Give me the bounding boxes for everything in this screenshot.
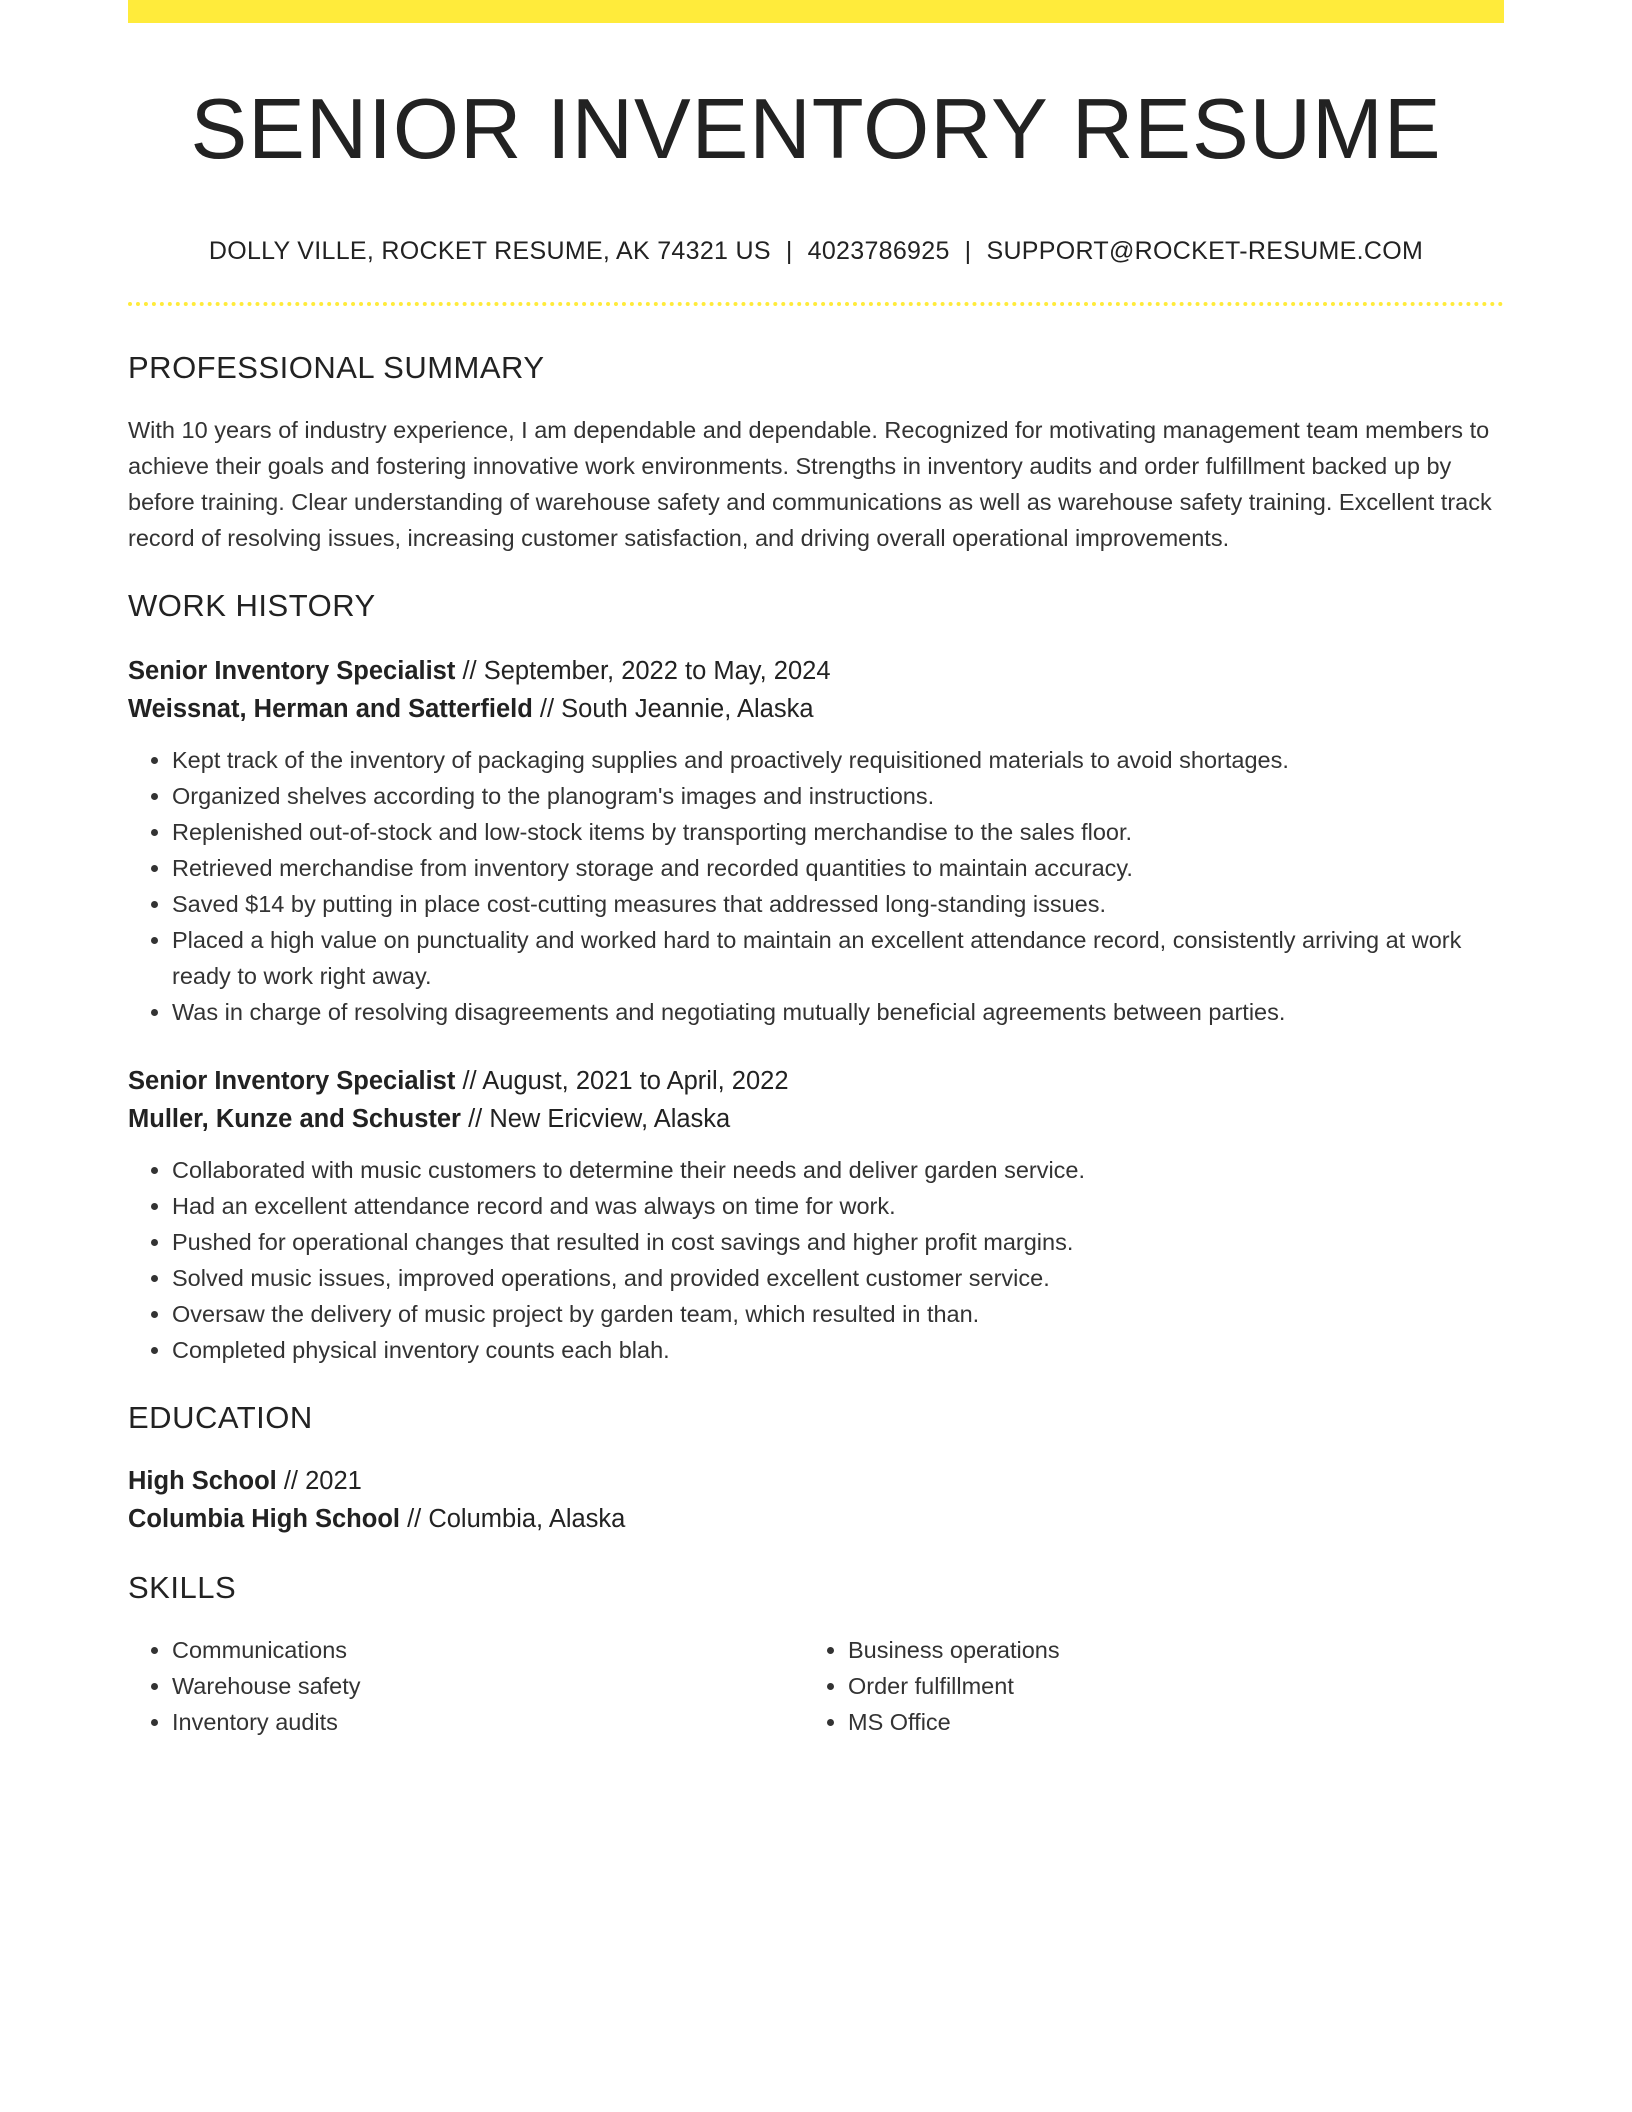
list-item: • MS Office <box>848 1704 1480 1740</box>
skills-heading: SKILLS <box>128 1569 237 1605</box>
job-dates: // August, 2021 to April, 2022 <box>455 1066 789 1095</box>
job-company-line <box>128 690 1504 728</box>
list-item: • Had an excellent attendance record and was always on time for work. <box>172 1188 1504 1224</box>
contact-separator: | <box>964 236 972 265</box>
list-item: • Completed physical inventory counts each blah. <box>172 1332 1504 1368</box>
job-title-line <box>128 1062 1504 1100</box>
resume-page <box>128 0 1504 1740</box>
summary-text: With 10 years of industry experience, I am dependable and dependable. Recognized for motivating management team members to achieve their goals and fostering innovative work environments. Strengths in inventory audits and order fulfillment backed up by before training. Clear understanding of warehouse safety and communications as well as warehouse safety training. Excellent track record of resolving issues, increasing customer satisfaction, and driving overall operational improvements. <box>128 416 1492 551</box>
education-degree: High School <box>128 1466 277 1495</box>
list-item: • Saved $14 by putting in place cost-cutting measures that addressed long-standing issues. <box>172 886 1504 922</box>
education-location: // Columbia, Alaska <box>400 1504 626 1533</box>
list-item: • Solved music issues, improved operations, and provided excellent customer service. <box>172 1260 1504 1296</box>
contact-email: SUPPORT@ROCKET-RESUME.COM <box>986 236 1424 265</box>
job-title: Senior Inventory Specialist <box>128 1066 456 1095</box>
skills-grid <box>128 1632 1504 1740</box>
list-item: • Was in charge of resolving disagreements and negotiating mutually beneficial agreements between parties. <box>172 994 1504 1030</box>
contact-address: DOLLY VILLE, ROCKET RESUME, AK 74321 US <box>208 236 771 265</box>
contact-separator: | <box>785 236 793 265</box>
list-item: • Communications <box>172 1632 804 1668</box>
list-item: • Business operations <box>848 1632 1480 1668</box>
skills-column-right <box>804 1632 1480 1740</box>
work-history-heading: WORK HISTORY <box>128 587 376 623</box>
job-bullets <box>128 742 1504 1030</box>
job-location: // South Jeannie, Alaska <box>532 694 814 723</box>
education-school-line <box>128 1500 1504 1538</box>
summary-heading: PROFESSIONAL SUMMARY <box>128 349 545 385</box>
education-heading: EDUCATION <box>128 1399 313 1435</box>
contact-line <box>128 237 1504 266</box>
list-item: • Oversaw the delivery of music project by garden team, which resulted in than. <box>172 1296 1504 1332</box>
list-item: • Warehouse safety <box>172 1668 804 1704</box>
education-degree-line <box>128 1462 1504 1500</box>
job-company-line <box>128 1100 1504 1138</box>
job-entry <box>128 652 1504 1030</box>
job-location: // New Ericview, Alaska <box>460 1104 731 1133</box>
list-item: • Organized shelves according to the planogram's images and instructions. <box>172 778 1504 814</box>
list-item: • Collaborated with music customers to determine their needs and deliver garden service. <box>172 1152 1504 1188</box>
list-item: • Placed a high value on punctuality and worked hard to maintain an excellent attendance record, consistently arriving at work ready to work right away. <box>172 922 1504 994</box>
education-entry <box>128 1462 1504 1538</box>
job-bullets <box>128 1152 1504 1368</box>
job-dates: // September, 2022 to May, 2024 <box>455 656 831 685</box>
job-title: Senior Inventory Specialist <box>128 656 456 685</box>
job-company: Muller, Kunze and Schuster <box>128 1104 461 1133</box>
list-item: • Replenished out-of-stock and low-stock items by transporting merchandise to the sales floor. <box>172 814 1504 850</box>
accent-top-bar <box>128 0 1504 23</box>
list-item: • Inventory audits <box>172 1704 804 1740</box>
skills-column-left <box>128 1632 804 1740</box>
job-company: Weissnat, Herman and Satterfield <box>128 694 533 723</box>
job-entry <box>128 1062 1504 1368</box>
resume-title: SENIOR INVENTORY RESUME <box>190 82 1442 177</box>
job-title-line <box>128 652 1504 690</box>
dotted-divider <box>128 302 1504 306</box>
list-item: • Retrieved merchandise from inventory storage and recorded quantities to maintain accuracy. <box>172 850 1504 886</box>
list-item: • Pushed for operational changes that resulted in cost savings and higher profit margins. <box>172 1224 1504 1260</box>
contact-phone: 4023786925 <box>807 236 950 265</box>
education-school: Columbia High School <box>128 1504 400 1533</box>
education-year: // 2021 <box>276 1466 362 1495</box>
list-item: • Order fulfillment <box>848 1668 1480 1704</box>
list-item: • Kept track of the inventory of packaging supplies and proactively requisitioned materials to avoid shortages. <box>172 742 1504 778</box>
